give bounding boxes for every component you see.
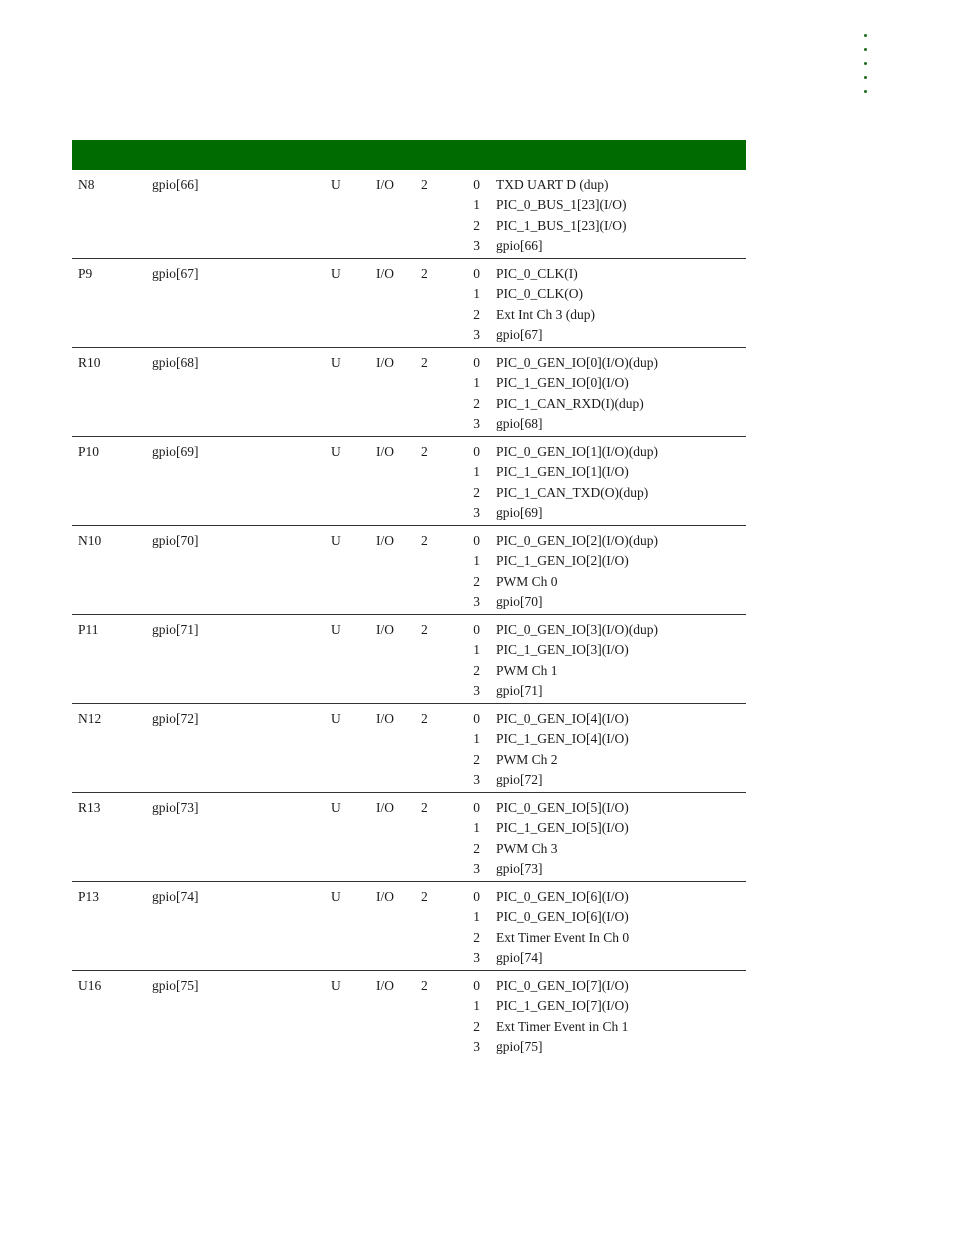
mode-index: 2 (473, 662, 480, 678)
mode-index: 3 (473, 415, 480, 431)
direction-cell: I/O (376, 266, 394, 281)
mode-index: 1 (473, 464, 480, 480)
mode-index: 1 (473, 998, 480, 1014)
mode-index: 3 (473, 237, 480, 253)
function-name: PWM Ch 3 (496, 840, 558, 856)
pull-cell: U (331, 978, 341, 993)
drive-cell: 2 (421, 533, 428, 548)
mode-index: 2 (473, 573, 480, 589)
ball-cell: U16 (78, 978, 102, 993)
signal-cell: gpio[67] (152, 266, 199, 281)
signal-cell: gpio[68] (152, 355, 199, 370)
direction-cell: I/O (376, 355, 394, 370)
function-name: PIC_0_CLK(O) (496, 286, 583, 302)
drive-cell: 2 (421, 711, 428, 726)
drive-cell: 2 (421, 978, 428, 993)
direction-cell: I/O (376, 800, 394, 815)
mode-index-cell (468, 264, 480, 345)
function-name: gpio[74] (496, 949, 543, 965)
function-name: PWM Ch 2 (496, 751, 558, 767)
function-name: PIC_1_CAN_RXD(I)(dup) (496, 395, 644, 411)
direction-cell: I/O (376, 889, 394, 904)
mode-index: 3 (473, 860, 480, 876)
mode-index: 0 (473, 444, 480, 459)
drive-cell: 2 (421, 889, 428, 904)
drive-cell: 2 (421, 444, 428, 459)
table-row (72, 526, 746, 615)
bullet-dot (864, 90, 867, 93)
mode-index: 0 (473, 266, 480, 281)
function-cell (496, 798, 629, 879)
signal-cell: gpio[71] (152, 622, 199, 637)
pin-table (72, 140, 746, 1059)
pull-cell: U (331, 355, 341, 370)
function-name: PIC_1_BUS_1[23](I/O) (496, 217, 627, 233)
table-row (72, 882, 746, 971)
function-name: Ext Timer Event In Ch 0 (496, 929, 630, 945)
function-name: Ext Int Ch 3 (dup) (496, 306, 595, 322)
mode-index: 2 (473, 840, 480, 856)
signal-cell: gpio[74] (152, 889, 199, 904)
function-name: PIC_0_GEN_IO[3](I/O)(dup) (496, 622, 658, 637)
pull-cell: U (331, 889, 341, 904)
mode-index: 0 (473, 355, 480, 370)
mode-index: 0 (473, 978, 480, 993)
function-name: PIC_1_GEN_IO[1](I/O) (496, 464, 629, 480)
drive-cell: 2 (421, 177, 428, 192)
mode-index-cell (468, 709, 480, 790)
mode-index: 2 (473, 1018, 480, 1034)
function-name: gpio[70] (496, 593, 543, 609)
mode-index: 2 (473, 484, 480, 500)
table-row (72, 170, 746, 259)
ball-cell: N10 (78, 533, 102, 548)
table-row (72, 793, 746, 882)
function-cell (496, 709, 629, 790)
function-name: PIC_1_GEN_IO[4](I/O) (496, 731, 629, 747)
table-row (72, 259, 746, 348)
function-cell (496, 887, 629, 968)
function-name: PWM Ch 1 (496, 662, 558, 678)
mode-index-cell (468, 620, 480, 701)
function-cell (496, 976, 629, 1057)
function-name: TXD UART D (dup) (496, 177, 609, 192)
table-row (72, 704, 746, 793)
mode-index: 1 (473, 375, 480, 391)
direction-cell: I/O (376, 978, 394, 993)
pull-cell: U (331, 533, 341, 548)
mode-index: 3 (473, 771, 480, 787)
mode-index: 2 (473, 217, 480, 233)
direction-cell: I/O (376, 711, 394, 726)
function-name: PIC_0_BUS_1[23](I/O) (496, 197, 627, 213)
mode-index: 0 (473, 800, 480, 815)
function-name: PIC_1_GEN_IO[5](I/O) (496, 820, 629, 836)
mode-index: 2 (473, 306, 480, 322)
table-row (72, 615, 746, 704)
function-name: gpio[72] (496, 771, 543, 787)
mode-index: 1 (473, 731, 480, 747)
function-cell (496, 442, 658, 523)
mode-index: 3 (473, 682, 480, 698)
table-header-band (72, 140, 746, 170)
direction-cell: I/O (376, 533, 394, 548)
mode-index: 0 (473, 622, 480, 637)
mode-index: 3 (473, 949, 480, 965)
function-name: PIC_0_GEN_IO[6](I/O) (496, 889, 629, 904)
function-name: PIC_0_CLK(I) (496, 266, 578, 281)
table-row (72, 437, 746, 526)
ball-cell: N12 (78, 711, 102, 726)
function-cell (496, 175, 627, 256)
mode-index: 0 (473, 889, 480, 904)
bullet-dot (864, 34, 867, 37)
function-name: gpio[68] (496, 415, 543, 431)
function-name: Ext Timer Event in Ch 1 (496, 1018, 629, 1034)
function-name: gpio[67] (496, 326, 543, 342)
table-row (72, 348, 746, 437)
signal-cell: gpio[70] (152, 533, 199, 548)
function-name: gpio[73] (496, 860, 543, 876)
mode-index: 2 (473, 751, 480, 767)
function-name: PIC_1_CAN_TXD(O)(dup) (496, 484, 649, 500)
drive-cell: 2 (421, 800, 428, 815)
direction-cell: I/O (376, 622, 394, 637)
signal-cell: gpio[75] (152, 978, 199, 993)
function-name: PIC_0_GEN_IO[6](I/O) (496, 909, 629, 925)
table-row (72, 971, 746, 1059)
mode-index: 1 (473, 197, 480, 213)
function-name: gpio[71] (496, 682, 543, 698)
function-name: PIC_0_GEN_IO[7](I/O) (496, 978, 629, 993)
function-name: PIC_0_GEN_IO[1](I/O)(dup) (496, 444, 658, 459)
mode-index-cell (468, 887, 480, 968)
pull-cell: U (331, 800, 341, 815)
pull-cell: U (331, 622, 341, 637)
ball-cell: P9 (78, 266, 93, 281)
mode-index-cell (468, 353, 480, 434)
mode-index: 3 (473, 326, 480, 342)
mode-index-cell (468, 798, 480, 879)
pull-cell: U (331, 177, 341, 192)
ball-cell: R13 (78, 800, 101, 815)
bullet-dot (864, 62, 867, 65)
ball-cell: P11 (78, 622, 99, 637)
function-cell (496, 264, 595, 345)
ball-cell: R10 (78, 355, 101, 370)
function-name: gpio[66] (496, 237, 543, 253)
drive-cell: 2 (421, 622, 428, 637)
bullet-dot (864, 76, 867, 79)
direction-cell: I/O (376, 444, 394, 459)
ball-cell: N8 (78, 177, 95, 192)
signal-cell: gpio[69] (152, 444, 199, 459)
function-cell (496, 620, 658, 701)
function-name: PIC_0_GEN_IO[5](I/O) (496, 800, 629, 815)
function-name: PIC_1_GEN_IO[3](I/O) (496, 642, 629, 658)
function-name: PIC_1_GEN_IO[0](I/O) (496, 375, 629, 391)
mode-index: 1 (473, 642, 480, 658)
function-cell (496, 531, 658, 612)
ball-cell: P13 (78, 889, 100, 904)
mode-index-cell (468, 976, 480, 1057)
table-body (72, 170, 746, 1059)
direction-cell: I/O (376, 177, 394, 192)
function-name: PWM Ch 0 (496, 573, 558, 589)
mode-index: 3 (473, 593, 480, 609)
signal-cell: gpio[72] (152, 711, 199, 726)
function-name: PIC_0_GEN_IO[2](I/O)(dup) (496, 533, 658, 548)
pull-cell: U (331, 711, 341, 726)
mode-index: 0 (473, 711, 480, 726)
mode-index-cell (468, 175, 480, 256)
function-name: PIC_0_GEN_IO[0](I/O)(dup) (496, 355, 658, 370)
mode-index: 0 (473, 533, 480, 548)
pull-cell: U (331, 266, 341, 281)
mode-index: 1 (473, 553, 480, 569)
function-name: PIC_1_GEN_IO[2](I/O) (496, 553, 629, 569)
mode-index: 0 (473, 177, 480, 192)
pull-cell: U (331, 444, 341, 459)
signal-cell: gpio[66] (152, 177, 199, 192)
mode-index: 2 (473, 929, 480, 945)
mode-index-cell (468, 531, 480, 612)
bullet-dot (864, 48, 867, 51)
function-name: PIC_1_GEN_IO[7](I/O) (496, 998, 629, 1014)
mode-index: 3 (473, 1038, 480, 1054)
function-name: gpio[69] (496, 504, 543, 520)
function-cell (496, 353, 658, 434)
drive-cell: 2 (421, 355, 428, 370)
mode-index: 1 (473, 286, 480, 302)
mode-index: 1 (473, 820, 480, 836)
signal-cell: gpio[73] (152, 800, 199, 815)
function-name: PIC_0_GEN_IO[4](I/O) (496, 711, 629, 726)
mode-index: 2 (473, 395, 480, 411)
function-name: gpio[75] (496, 1038, 543, 1054)
corner-dot-markers (864, 34, 870, 104)
ball-cell: P10 (78, 444, 100, 459)
mode-index: 3 (473, 504, 480, 520)
mode-index: 1 (473, 909, 480, 925)
drive-cell: 2 (421, 266, 428, 281)
mode-index-cell (468, 442, 480, 523)
